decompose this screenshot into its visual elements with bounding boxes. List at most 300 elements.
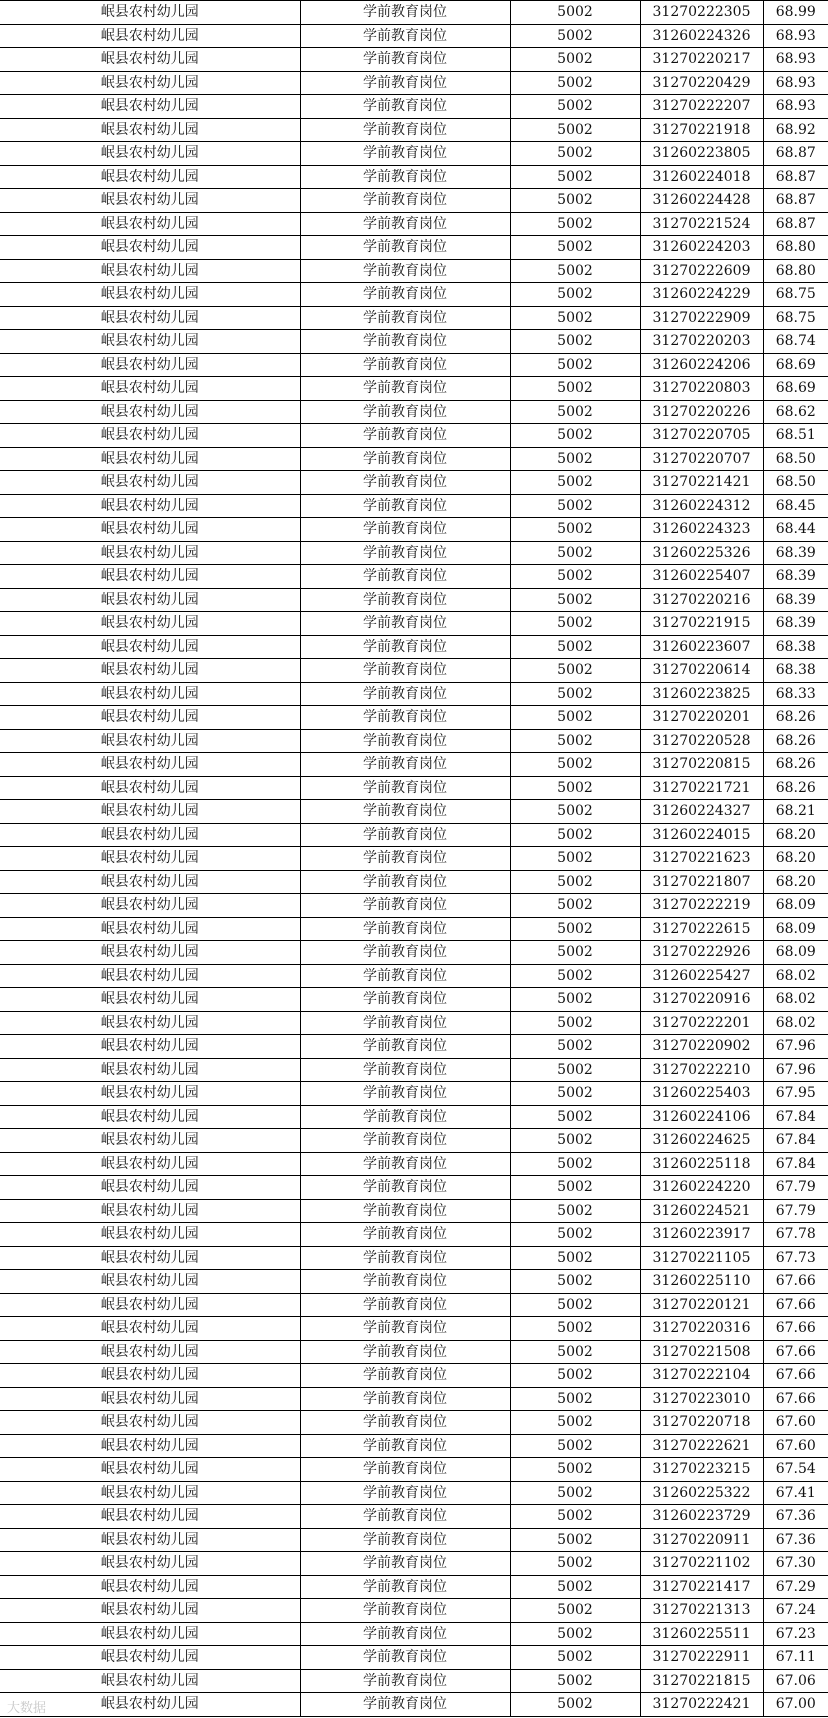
score-cell: 68.21 <box>763 800 828 824</box>
post-name-cell: 学前教育岗位 <box>300 1387 510 1411</box>
score-cell: 68.20 <box>763 847 828 871</box>
unit-name-cell: 岷县农村幼儿园 <box>0 283 300 307</box>
post-code-cell: 5002 <box>510 95 640 119</box>
table-row <box>0 118 828 142</box>
score-cell: 67.36 <box>763 1505 828 1529</box>
exam-id-cell: 31260223825 <box>640 682 763 706</box>
score-cell: 67.96 <box>763 1035 828 1059</box>
unit-name-cell: 岷县农村幼儿园 <box>0 870 300 894</box>
score-cell: 68.33 <box>763 682 828 706</box>
post-name-cell: 学前教育岗位 <box>300 659 510 683</box>
unit-name-cell: 岷县农村幼儿园 <box>0 1270 300 1294</box>
exam-id-cell: 31260223607 <box>640 635 763 659</box>
table-row <box>0 1575 828 1599</box>
post-code-cell: 5002 <box>510 1434 640 1458</box>
unit-name-cell: 岷县农村幼儿园 <box>0 682 300 706</box>
table-row <box>0 1152 828 1176</box>
post-code-cell: 5002 <box>510 1152 640 1176</box>
exam-id-cell: 31270221721 <box>640 776 763 800</box>
post-code-cell: 5002 <box>510 189 640 213</box>
exam-id-cell: 31270221815 <box>640 1669 763 1693</box>
table-row <box>0 95 828 119</box>
score-cell: 68.26 <box>763 706 828 730</box>
post-name-cell: 学前教育岗位 <box>300 283 510 307</box>
post-name-cell: 学前教育岗位 <box>300 1129 510 1153</box>
unit-name-cell: 岷县农村幼儿园 <box>0 1387 300 1411</box>
exam-id-cell: 31270222210 <box>640 1058 763 1082</box>
exam-id-cell: 31270221508 <box>640 1340 763 1364</box>
post-code-cell: 5002 <box>510 165 640 189</box>
exam-id-cell: 31270222219 <box>640 894 763 918</box>
post-code-cell: 5002 <box>510 541 640 565</box>
post-name-cell: 学前教育岗位 <box>300 1246 510 1270</box>
exam-id-cell: 31270220226 <box>640 400 763 424</box>
post-name-cell: 学前教育岗位 <box>300 988 510 1012</box>
post-name-cell: 学前教育岗位 <box>300 400 510 424</box>
unit-name-cell: 岷县农村幼儿园 <box>0 1622 300 1646</box>
post-name-cell: 学前教育岗位 <box>300 1622 510 1646</box>
unit-name-cell: 岷县农村幼儿园 <box>0 353 300 377</box>
post-name-cell: 学前教育岗位 <box>300 612 510 636</box>
post-code-cell: 5002 <box>510 941 640 965</box>
score-cell: 68.87 <box>763 212 828 236</box>
table-row <box>0 917 828 941</box>
table-row <box>0 1458 828 1482</box>
unit-name-cell: 岷县农村幼儿园 <box>0 1434 300 1458</box>
post-code-cell: 5002 <box>510 1575 640 1599</box>
exam-id-cell: 31260224106 <box>640 1105 763 1129</box>
score-cell: 67.84 <box>763 1129 828 1153</box>
post-name-cell: 学前教育岗位 <box>300 95 510 119</box>
table-row <box>0 283 828 307</box>
score-cell: 68.80 <box>763 236 828 260</box>
unit-name-cell: 岷县农村幼儿园 <box>0 1199 300 1223</box>
unit-name-cell: 岷县农村幼儿园 <box>0 142 300 166</box>
unit-name-cell: 岷县农村幼儿园 <box>0 1 300 25</box>
score-cell: 68.74 <box>763 330 828 354</box>
unit-name-cell: 岷县农村幼儿园 <box>0 1411 300 1435</box>
exam-id-cell: 31260224625 <box>640 1129 763 1153</box>
score-cell: 67.60 <box>763 1411 828 1435</box>
post-name-cell: 学前教育岗位 <box>300 941 510 965</box>
unit-name-cell: 岷县农村幼儿园 <box>0 95 300 119</box>
unit-name-cell: 岷县农村幼儿园 <box>0 165 300 189</box>
table-row <box>0 847 828 871</box>
score-cell: 68.80 <box>763 259 828 283</box>
score-cell: 67.78 <box>763 1223 828 1247</box>
exam-id-cell: 31260225511 <box>640 1622 763 1646</box>
post-code-cell: 5002 <box>510 1082 640 1106</box>
post-code-cell: 5002 <box>510 1293 640 1317</box>
watermark-text: 大数据 <box>4 1697 49 1716</box>
exam-id-cell: 31270220216 <box>640 588 763 612</box>
post-code-cell: 5002 <box>510 1552 640 1576</box>
score-cell: 68.38 <box>763 635 828 659</box>
table-row <box>0 1058 828 1082</box>
exam-id-cell: 31260224327 <box>640 800 763 824</box>
table-row <box>0 142 828 166</box>
unit-name-cell: 岷县农村幼儿园 <box>0 330 300 354</box>
score-cell: 68.92 <box>763 118 828 142</box>
unit-name-cell: 岷县农村幼儿园 <box>0 917 300 941</box>
post-name-cell: 学前教育岗位 <box>300 964 510 988</box>
exam-id-cell: 31270220217 <box>640 48 763 72</box>
unit-name-cell: 岷县农村幼儿园 <box>0 1011 300 1035</box>
post-name-cell: 学前教育岗位 <box>300 212 510 236</box>
table-row <box>0 588 828 612</box>
unit-name-cell: 岷县农村幼儿园 <box>0 565 300 589</box>
exam-id-cell: 31260225322 <box>640 1481 763 1505</box>
score-cell: 67.60 <box>763 1434 828 1458</box>
table-row <box>0 659 828 683</box>
post-name-cell: 学前教育岗位 <box>300 729 510 753</box>
post-name-cell: 学前教育岗位 <box>300 1082 510 1106</box>
post-name-cell: 学前教育岗位 <box>300 1458 510 1482</box>
post-code-cell: 5002 <box>510 330 640 354</box>
unit-name-cell: 岷县农村幼儿园 <box>0 259 300 283</box>
score-cell: 67.41 <box>763 1481 828 1505</box>
table-row <box>0 870 828 894</box>
post-code-cell: 5002 <box>510 1505 640 1529</box>
table-row <box>0 471 828 495</box>
score-cell: 68.02 <box>763 988 828 1012</box>
post-code-cell: 5002 <box>510 1387 640 1411</box>
score-cell: 68.87 <box>763 165 828 189</box>
post-code-cell: 5002 <box>510 1622 640 1646</box>
exam-id-cell: 31270222621 <box>640 1434 763 1458</box>
table-row <box>0 1340 828 1364</box>
post-code-cell: 5002 <box>510 1105 640 1129</box>
exam-id-cell: 31270221807 <box>640 870 763 894</box>
unit-name-cell: 岷县农村幼儿园 <box>0 1105 300 1129</box>
exam-id-cell: 31270220718 <box>640 1411 763 1435</box>
exam-id-cell: 31270222207 <box>640 95 763 119</box>
score-cell: 68.02 <box>763 1011 828 1035</box>
exam-id-cell: 31270221105 <box>640 1246 763 1270</box>
score-cell: 67.54 <box>763 1458 828 1482</box>
exam-id-cell: 31270222305 <box>640 1 763 25</box>
unit-name-cell: 岷县农村幼儿园 <box>0 964 300 988</box>
table-row <box>0 1599 828 1623</box>
table-row <box>0 1223 828 1247</box>
exam-id-cell: 31260223805 <box>640 142 763 166</box>
post-code-cell: 5002 <box>510 706 640 730</box>
unit-name-cell: 岷县农村幼儿园 <box>0 753 300 777</box>
post-name-cell: 学前教育岗位 <box>300 1340 510 1364</box>
post-name-cell: 学前教育岗位 <box>300 1364 510 1388</box>
post-name-cell: 学前教育岗位 <box>300 1293 510 1317</box>
exam-id-cell: 31260225118 <box>640 1152 763 1176</box>
score-cell: 67.84 <box>763 1105 828 1129</box>
score-cell: 68.09 <box>763 894 828 918</box>
post-code-cell: 5002 <box>510 847 640 871</box>
table-row <box>0 1035 828 1059</box>
table-row <box>0 189 828 213</box>
score-cell: 67.36 <box>763 1528 828 1552</box>
score-cell: 68.09 <box>763 917 828 941</box>
exam-id-cell: 31270222909 <box>640 306 763 330</box>
unit-name-cell: 岷县农村幼儿园 <box>0 1552 300 1576</box>
post-name-cell: 学前教育岗位 <box>300 1 510 25</box>
unit-name-cell: 岷县农村幼儿园 <box>0 1223 300 1247</box>
post-code-cell: 5002 <box>510 917 640 941</box>
table-row <box>0 165 828 189</box>
table-row <box>0 1528 828 1552</box>
post-name-cell: 学前教育岗位 <box>300 635 510 659</box>
post-code-cell: 5002 <box>510 565 640 589</box>
unit-name-cell: 岷县农村幼儿园 <box>0 612 300 636</box>
exam-id-cell: 31270222911 <box>640 1646 763 1670</box>
score-cell: 68.75 <box>763 283 828 307</box>
post-name-cell: 学前教育岗位 <box>300 1317 510 1341</box>
table-row <box>0 964 828 988</box>
post-name-cell: 学前教育岗位 <box>300 1011 510 1035</box>
exam-id-cell: 31270220916 <box>640 988 763 1012</box>
score-cell: 68.69 <box>763 377 828 401</box>
score-cell: 67.23 <box>763 1622 828 1646</box>
score-cell: 68.20 <box>763 870 828 894</box>
post-name-cell: 学前教育岗位 <box>300 682 510 706</box>
table-row <box>0 424 828 448</box>
exam-id-cell: 31270222104 <box>640 1364 763 1388</box>
post-name-cell: 学前教育岗位 <box>300 776 510 800</box>
score-cell: 67.29 <box>763 1575 828 1599</box>
exam-id-cell: 31270221102 <box>640 1552 763 1576</box>
post-name-cell: 学前教育岗位 <box>300 48 510 72</box>
unit-name-cell: 岷县农村幼儿园 <box>0 823 300 847</box>
table-row <box>0 400 828 424</box>
post-name-cell: 学前教育岗位 <box>300 24 510 48</box>
score-cell: 67.79 <box>763 1176 828 1200</box>
unit-name-cell: 岷县农村幼儿园 <box>0 1481 300 1505</box>
post-name-cell: 学前教育岗位 <box>300 424 510 448</box>
post-name-cell: 学前教育岗位 <box>300 847 510 871</box>
exam-id-cell: 31260225407 <box>640 565 763 589</box>
table-row <box>0 729 828 753</box>
exam-id-cell: 31260224521 <box>640 1199 763 1223</box>
table-row <box>0 353 828 377</box>
exam-id-cell: 31270222421 <box>640 1693 763 1717</box>
table-row <box>0 1270 828 1294</box>
table-row <box>0 1411 828 1435</box>
post-name-cell: 学前教育岗位 <box>300 1552 510 1576</box>
score-cell: 67.66 <box>763 1387 828 1411</box>
score-cell: 67.66 <box>763 1270 828 1294</box>
unit-name-cell: 岷县农村幼儿园 <box>0 659 300 683</box>
unit-name-cell: 岷县农村幼儿园 <box>0 1364 300 1388</box>
post-name-cell: 学前教育岗位 <box>300 1199 510 1223</box>
unit-name-cell: 岷县农村幼儿园 <box>0 588 300 612</box>
table-row <box>0 1646 828 1670</box>
exam-id-cell: 31260225326 <box>640 541 763 565</box>
exam-id-cell: 31260224206 <box>640 353 763 377</box>
post-code-cell: 5002 <box>510 1669 640 1693</box>
post-code-cell: 5002 <box>510 1528 640 1552</box>
post-name-cell: 学前教育岗位 <box>300 1481 510 1505</box>
score-cell: 68.93 <box>763 48 828 72</box>
unit-name-cell: 岷县农村幼儿园 <box>0 212 300 236</box>
post-name-cell: 学前教育岗位 <box>300 541 510 565</box>
post-name-cell: 学前教育岗位 <box>300 1105 510 1129</box>
unit-name-cell: 岷县农村幼儿园 <box>0 306 300 330</box>
post-code-cell: 5002 <box>510 1246 640 1270</box>
unit-name-cell: 岷县农村幼儿园 <box>0 1035 300 1059</box>
table-row <box>0 1105 828 1129</box>
score-cell: 68.93 <box>763 95 828 119</box>
unit-name-cell: 岷县农村幼儿园 <box>0 1129 300 1153</box>
post-code-cell: 5002 <box>510 118 640 142</box>
post-code-cell: 5002 <box>510 659 640 683</box>
unit-name-cell: 岷县农村幼儿园 <box>0 1669 300 1693</box>
unit-name-cell: 岷县农村幼儿园 <box>0 1293 300 1317</box>
score-cell: 67.79 <box>763 1199 828 1223</box>
unit-name-cell: 岷县农村幼儿园 <box>0 71 300 95</box>
exam-id-cell: 31270220911 <box>640 1528 763 1552</box>
unit-name-cell: 岷县农村幼儿园 <box>0 941 300 965</box>
exam-id-cell: 31270220705 <box>640 424 763 448</box>
unit-name-cell: 岷县农村幼儿园 <box>0 1575 300 1599</box>
unit-name-cell: 岷县农村幼儿园 <box>0 24 300 48</box>
exam-id-cell: 31270220528 <box>640 729 763 753</box>
table-row <box>0 1199 828 1223</box>
post-code-cell: 5002 <box>510 612 640 636</box>
post-name-cell: 学前教育岗位 <box>300 1411 510 1435</box>
post-name-cell: 学前教育岗位 <box>300 306 510 330</box>
table-row <box>0 1082 828 1106</box>
exam-id-cell: 31260224326 <box>640 24 763 48</box>
post-code-cell: 5002 <box>510 447 640 471</box>
table-row <box>0 541 828 565</box>
score-cell: 68.26 <box>763 729 828 753</box>
exam-id-cell: 31270221623 <box>640 847 763 871</box>
post-name-cell: 学前教育岗位 <box>300 377 510 401</box>
post-name-cell: 学前教育岗位 <box>300 1528 510 1552</box>
table-row <box>0 612 828 636</box>
exam-id-cell: 31270221915 <box>640 612 763 636</box>
unit-name-cell: 岷县农村幼儿园 <box>0 1693 300 1717</box>
score-cell: 67.84 <box>763 1152 828 1176</box>
table-row <box>0 776 828 800</box>
unit-name-cell: 岷县农村幼儿园 <box>0 1082 300 1106</box>
table-row <box>0 330 828 354</box>
post-name-cell: 学前教育岗位 <box>300 1646 510 1670</box>
post-code-cell: 5002 <box>510 424 640 448</box>
table-row <box>0 1317 828 1341</box>
post-name-cell: 学前教育岗位 <box>300 800 510 824</box>
post-name-cell: 学前教育岗位 <box>300 1575 510 1599</box>
score-cell: 68.50 <box>763 471 828 495</box>
score-cell: 68.38 <box>763 659 828 683</box>
score-cell: 68.99 <box>763 1 828 25</box>
post-code-cell: 5002 <box>510 1011 640 1035</box>
unit-name-cell: 岷县农村幼儿园 <box>0 471 300 495</box>
post-name-cell: 学前教育岗位 <box>300 330 510 354</box>
exam-id-cell: 31270221421 <box>640 471 763 495</box>
unit-name-cell: 岷县农村幼儿园 <box>0 1340 300 1364</box>
unit-name-cell: 岷县农村幼儿园 <box>0 377 300 401</box>
table-row <box>0 565 828 589</box>
exam-id-cell: 31270223010 <box>640 1387 763 1411</box>
post-name-cell: 学前教育岗位 <box>300 518 510 542</box>
exam-id-cell: 31270220815 <box>640 753 763 777</box>
post-name-cell: 学前教育岗位 <box>300 471 510 495</box>
score-cell: 67.11 <box>763 1646 828 1670</box>
unit-name-cell: 岷县农村幼儿园 <box>0 894 300 918</box>
post-code-cell: 5002 <box>510 870 640 894</box>
table-row <box>0 24 828 48</box>
score-cell: 68.39 <box>763 541 828 565</box>
exam-id-cell: 31260224323 <box>640 518 763 542</box>
score-cell: 68.26 <box>763 776 828 800</box>
score-cell: 68.51 <box>763 424 828 448</box>
post-name-cell: 学前教育岗位 <box>300 259 510 283</box>
post-name-cell: 学前教育岗位 <box>300 894 510 918</box>
exam-id-cell: 31270220902 <box>640 1035 763 1059</box>
post-name-cell: 学前教育岗位 <box>300 353 510 377</box>
post-code-cell: 5002 <box>510 71 640 95</box>
table-row <box>0 1129 828 1153</box>
score-cell: 67.66 <box>763 1364 828 1388</box>
unit-name-cell: 岷县农村幼儿园 <box>0 800 300 824</box>
exam-id-cell: 31270222201 <box>640 1011 763 1035</box>
score-cell: 68.39 <box>763 588 828 612</box>
exam-id-cell: 31260225427 <box>640 964 763 988</box>
post-name-cell: 学前教育岗位 <box>300 447 510 471</box>
table-row <box>0 1 828 25</box>
unit-name-cell: 岷县农村幼儿园 <box>0 729 300 753</box>
table-row <box>0 1176 828 1200</box>
exam-id-cell: 31260224428 <box>640 189 763 213</box>
exam-id-cell: 31270220803 <box>640 377 763 401</box>
exam-id-cell: 31270220121 <box>640 1293 763 1317</box>
exam-id-cell: 31260224018 <box>640 165 763 189</box>
score-cell: 67.73 <box>763 1246 828 1270</box>
table-row <box>0 753 828 777</box>
unit-name-cell: 岷县农村幼儿园 <box>0 447 300 471</box>
exam-id-cell: 31270220429 <box>640 71 763 95</box>
unit-name-cell: 岷县农村幼儿园 <box>0 1528 300 1552</box>
post-name-cell: 学前教育岗位 <box>300 753 510 777</box>
score-cell: 67.00 <box>763 1693 828 1717</box>
table-row <box>0 800 828 824</box>
exam-id-cell: 31270223215 <box>640 1458 763 1482</box>
table-row <box>0 1293 828 1317</box>
unit-name-cell: 岷县农村幼儿园 <box>0 988 300 1012</box>
table-row <box>0 1669 828 1693</box>
post-name-cell: 学前教育岗位 <box>300 1505 510 1529</box>
post-name-cell: 学前教育岗位 <box>300 142 510 166</box>
exam-id-cell: 31260223729 <box>640 1505 763 1529</box>
post-code-cell: 5002 <box>510 753 640 777</box>
unit-name-cell: 岷县农村幼儿园 <box>0 1246 300 1270</box>
post-code-cell: 5002 <box>510 283 640 307</box>
post-code-cell: 5002 <box>510 1199 640 1223</box>
score-cell: 68.50 <box>763 447 828 471</box>
post-name-cell: 学前教育岗位 <box>300 1223 510 1247</box>
table-row <box>0 377 828 401</box>
score-cell: 68.02 <box>763 964 828 988</box>
table-row <box>0 941 828 965</box>
exam-id-cell: 31260224229 <box>640 283 763 307</box>
post-name-cell: 学前教育岗位 <box>300 165 510 189</box>
score-cell: 67.06 <box>763 1669 828 1693</box>
post-name-cell: 学前教育岗位 <box>300 1176 510 1200</box>
post-code-cell: 5002 <box>510 236 640 260</box>
score-cell: 68.75 <box>763 306 828 330</box>
exam-id-cell: 31270220316 <box>640 1317 763 1341</box>
table-row <box>0 1552 828 1576</box>
exam-id-cell: 31270221313 <box>640 1599 763 1623</box>
